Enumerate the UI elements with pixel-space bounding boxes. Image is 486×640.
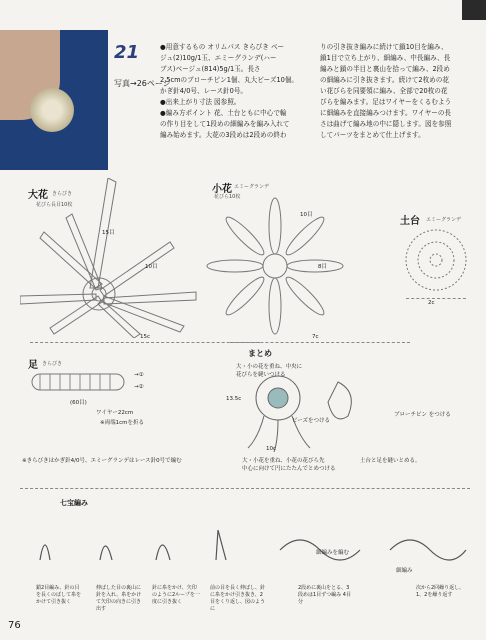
instructions-line: 編みと鎖の半目と裏山を拾って編み、2段め [320, 65, 450, 73]
stitch-chain-label-2: 細編み [396, 568, 413, 574]
base-yarn: エミーグランデ [426, 217, 462, 223]
leg-yarn: きらびき [42, 361, 63, 367]
brooch-image [30, 88, 74, 132]
assembly-bead-label: ビーズをつける [292, 418, 331, 424]
assembly-pin-label: ブローチピン をつける [394, 412, 451, 418]
materials-line: 編み始めます。大花の3段めは2段めの終わ [160, 131, 287, 139]
base-dimension: 2c [428, 300, 435, 306]
stitch-chain-label-1: 細編みを編む [316, 550, 350, 556]
assembly-title: まとめ [248, 349, 272, 358]
product-photo [0, 30, 108, 170]
small-flower-stitch-label-2: 8目 [318, 264, 327, 270]
small-flower-dimension: 7c [312, 334, 319, 340]
small-flower-note: 花びら10枚 [214, 194, 241, 200]
leg-wire-label: ワイヤー22cm [96, 410, 134, 416]
instructions-line: 鎖1目で立ち上がり、細編み、中長編み、長 [320, 54, 451, 62]
small-flower-stitch-label: 10目 [300, 212, 313, 218]
large-flower-stitch-label: 15目 [102, 230, 115, 236]
materials-line: ブス)ベージュ(814)5g/1玉。長さ [160, 65, 261, 73]
stitch-guide-title: 七宝編み [60, 499, 88, 507]
materials-line: の作り目をして1段めの細編みを編み入れて [160, 120, 290, 128]
large-flower-yarn: きらびき [52, 191, 73, 197]
small-flower-yarn: エミーグランデ [234, 184, 270, 190]
materials-line: ●編み方ポイント 花、土台ともに中心で輪 [160, 109, 287, 117]
base-diagram [402, 226, 470, 294]
stitch-step-3: 針に糸をかけ、矢印のように2ループを一度に引き抜く [152, 585, 200, 605]
stitch-step-2: 伸ばした目の裏山に針を入れ、糸をかけて矢印の向きに引き出す [96, 585, 142, 612]
page-edge [462, 0, 486, 20]
page-number: 76 [8, 620, 21, 631]
small-flower-dim-line [230, 342, 410, 343]
stitch-step-1: 鎖2目編み、針の目を長くのばして糸をかけて引き抜く [36, 585, 82, 605]
pattern-number: 21 [114, 42, 140, 63]
instructions-line: の細編みに引き抜きます。続けて2枚めの花 [320, 76, 449, 84]
stitch-step-6: 次から2回繰り返し、1、2を繰り返す [416, 585, 465, 598]
large-flower-title: 大花 [28, 190, 48, 201]
base-dim-line [406, 298, 466, 299]
small-flower-title: 小花 [212, 184, 232, 195]
large-flower-stitch-label-2: 10目 [145, 264, 158, 270]
instructions-line: りの引き抜き編みに続けて鎖10目を編み、 [320, 43, 448, 51]
materials-line: 2.5cmのブローチピン1個、丸大ビーズ10個。 [160, 76, 299, 84]
assembly-height: 13.5c [226, 396, 242, 402]
leg-diagram [30, 370, 130, 396]
materials-line: ジュ(2)10g/1玉、エミーグランデ(ハー [160, 54, 277, 62]
instructions-line: い花びらを同要領に編み、全部で20枚の花 [320, 87, 448, 95]
assembly-note-2: 花びらを縫いつける [236, 372, 286, 378]
large-flower-dimension: 15c [140, 334, 151, 340]
large-flower-diagram [20, 178, 200, 338]
instructions-line: してパーツをまとめて仕上げます。 [320, 131, 425, 139]
materials-line: ●出来上がり寸法 図参照。 [160, 98, 241, 106]
assembly-caption-3: 土台と足を縫いとめる。 [360, 458, 421, 464]
stitch-step-4: 前の目を長く伸ばし、針に糸をかけ引き抜き、2目をくり返し、図のように [210, 585, 266, 612]
instructions-line: に細編みを直接編みつけます。ワイヤーの長 [320, 109, 452, 117]
instructions-line: さは曲げて編み地の中に隠します。図を参照 [320, 120, 452, 128]
yarn-note: ※きらびきはかぎ針4/0号、エミーグランデはレース針0号で編む [22, 458, 182, 464]
assembly-caption-1: 大・小花を重ね、小花の花びら先 [242, 458, 325, 464]
materials-line: ●用意するもの オリムパス きらびき ベー [160, 43, 285, 51]
instructions-line: びらを編みます。足はワイヤーをくるむよう [320, 98, 452, 106]
assembly-caption-2: 中心に向けて円にたたんでとめつける [242, 466, 336, 472]
leg-count: (60目) [70, 400, 87, 406]
leg-wire-note: ※両端1cmを折る [100, 420, 144, 426]
assembly-note-1: 大・小の花を重ね、中央に [236, 364, 303, 370]
assembly-width: 10c [266, 446, 277, 452]
assembly-diagram [238, 362, 358, 458]
materials-line: かぎ針4/0号、レース針0号。 [160, 87, 248, 95]
large-flower-dim-line [30, 342, 260, 343]
base-title: 土台 [400, 216, 420, 227]
leg-mark-1: →① [134, 372, 144, 378]
large-flower-note: 花びら長目10枚 [36, 202, 73, 208]
photo-reference: 写真→26ページ [114, 79, 171, 88]
leg-title: 足 [28, 360, 38, 371]
stitch-step-5: 2段めに裏山をとる、3段めは1目ずつ編み 4目分 [298, 585, 351, 605]
section-divider [20, 488, 470, 489]
leg-mark-2: →② [134, 384, 144, 390]
